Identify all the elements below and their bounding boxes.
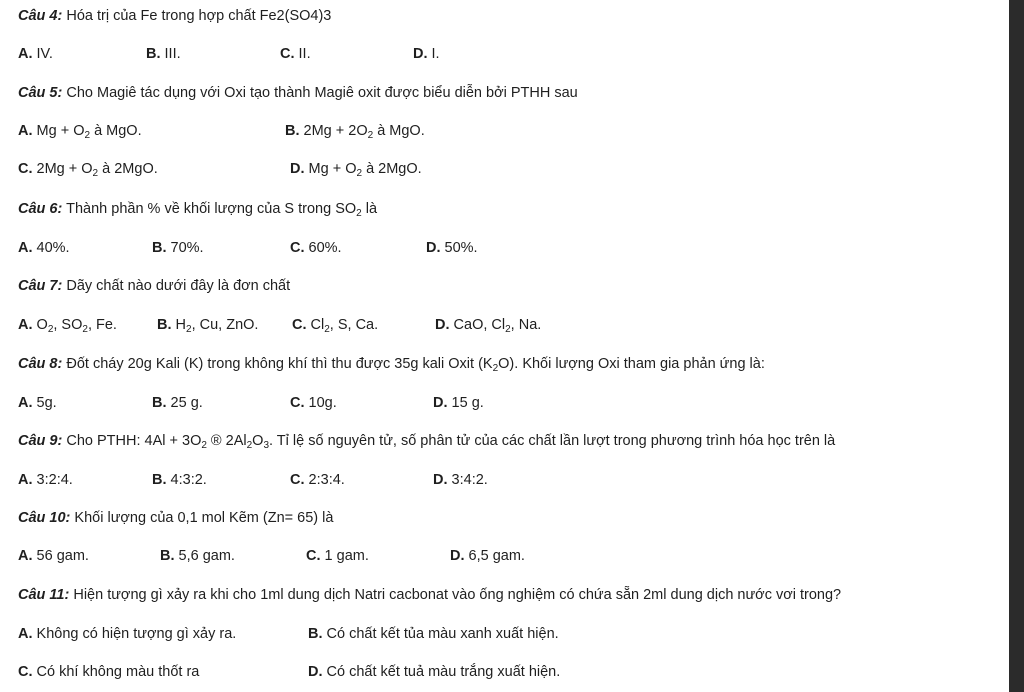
question-5 (18, 83, 578, 103)
option-c (306, 546, 369, 566)
formula-part: O (36, 317, 48, 333)
question-label: Câu 7: (18, 278, 63, 294)
subscript: 2 (186, 324, 192, 335)
option-text: II. (298, 46, 311, 62)
question-text: . Tỉ lệ số nguyên tử, số phân tử của các chất lần lượt trong phương trình hóa học trên là (269, 433, 836, 449)
option-b (157, 315, 258, 335)
question-7 (18, 276, 290, 296)
subscript: 2 (356, 208, 362, 219)
formula-part: 2Mg + 2O (303, 123, 368, 139)
option-letter: B. (146, 46, 161, 62)
option-text: Có khí không màu thốt ra (36, 664, 200, 680)
option-b (152, 393, 203, 413)
option-c (280, 44, 311, 64)
option-b (146, 44, 181, 64)
question-label: Câu 10: (18, 510, 71, 526)
option-letter: A. (18, 626, 33, 642)
option-text: 2:3:4. (308, 472, 345, 488)
option-d (435, 315, 541, 335)
option-text: Có chất kết tuả màu trắng xuất hiện. (326, 664, 561, 680)
option-b (285, 121, 425, 141)
formula-part: Mg + O (36, 123, 85, 139)
question-label: Câu 11: (18, 587, 70, 603)
question-text: Hiện tượng gì xảy ra khi cho 1ml dung dịch Natri cacbonat vào ống nghiệm có chứa sẵn 2ml dung dịch nước vơi trong? (73, 587, 842, 603)
formula-part: , S, Ca. (329, 317, 379, 333)
option-letter: A. (18, 548, 33, 564)
option-text: 3:4:2. (451, 472, 488, 488)
option-d (450, 546, 525, 566)
formula-part: à 2MgO. (98, 161, 158, 177)
option-letter: C. (18, 161, 33, 177)
question-label: Câu 8: (18, 356, 63, 372)
question-11 (18, 585, 841, 605)
option-letter: A. (18, 240, 33, 256)
option-text: Không có hiện tượng gì xảy ra. (36, 626, 237, 642)
question-text: ® 2Al (206, 433, 247, 449)
question-8 (18, 354, 765, 374)
option-c (290, 238, 342, 258)
formula-part: à MgO. (90, 123, 142, 139)
question-text: Khối lượng của 0,1 mol Kẽm (Zn= 65) là (74, 510, 334, 526)
subscript: 2 (82, 324, 88, 335)
option-letter: D. (290, 161, 305, 177)
option-letter: A. (18, 317, 33, 333)
formula-part: , SO (53, 317, 83, 333)
subscript: 2 (92, 168, 99, 179)
option-text: 50%. (444, 240, 478, 256)
option-a (18, 315, 117, 335)
formula-part: , Fe. (87, 317, 117, 333)
option-c (18, 662, 199, 682)
option-d (308, 662, 560, 682)
option-c (18, 159, 158, 179)
question-text: Đốt cháy 20g Kali (K) trong không khí thì thu được 35g kali Oxit (K (66, 356, 493, 372)
question-label: Câu 9: (18, 433, 63, 449)
option-a (18, 624, 236, 644)
option-text: 25 g. (170, 395, 203, 411)
option-c (292, 315, 378, 335)
subscript: 2 (356, 168, 363, 179)
option-letter: D. (433, 395, 448, 411)
formula-part: à 2MgO. (362, 161, 422, 177)
option-letter: B. (308, 626, 323, 642)
option-text: 10g. (308, 395, 337, 411)
question-text: Dãy chất nào dưới đây là đơn chất (66, 278, 291, 294)
formula-part: Mg + O (308, 161, 357, 177)
option-text: 60%. (308, 240, 342, 256)
option-a (18, 393, 57, 413)
option-letter: D. (435, 317, 450, 333)
formula-part: H (175, 317, 187, 333)
question-9 (18, 431, 835, 451)
option-text: 15 g. (451, 395, 484, 411)
scrollbar[interactable] (1009, 0, 1024, 692)
option-d (433, 393, 484, 413)
question-text: O (252, 433, 264, 449)
option-letter: C. (290, 472, 305, 488)
subscript: 3 (263, 440, 270, 451)
question-label: Câu 5: (18, 85, 63, 101)
subscript: 2 (367, 130, 374, 141)
option-letter: D. (426, 240, 441, 256)
option-a (18, 238, 70, 258)
question-text: Cho PTHH: 4Al + 3O (66, 433, 202, 449)
option-letter: D. (308, 664, 323, 680)
option-a (18, 121, 142, 141)
option-text: 4:3:2. (170, 472, 207, 488)
option-a (18, 44, 53, 64)
option-letter: C. (290, 240, 305, 256)
question-text: O). Khối lượng Oxi tham gia phản ứng là: (498, 356, 765, 372)
question-text: Thành phần % về khối lượng của S trong SO (66, 201, 357, 217)
question-10 (18, 508, 333, 528)
option-text: III. (164, 46, 181, 62)
subscript: 2 (324, 324, 330, 335)
option-text: 70%. (170, 240, 204, 256)
option-d (290, 159, 422, 179)
question-4 (18, 6, 331, 26)
subscript: 2 (84, 130, 91, 141)
option-letter: B. (285, 123, 300, 139)
formula-part: CaO, Cl (453, 317, 506, 333)
option-b (160, 546, 235, 566)
option-text: 5g. (36, 395, 57, 411)
question-6 (18, 199, 377, 219)
formula-part: Cl (310, 317, 325, 333)
option-d (413, 44, 440, 64)
question-label: Câu 4: (18, 8, 63, 24)
question-label: Câu 6: (18, 201, 63, 217)
option-a (18, 470, 73, 490)
option-letter: B. (152, 240, 167, 256)
option-letter: C. (292, 317, 307, 333)
formula-part: , Na. (510, 317, 542, 333)
formula-part: 2Mg + O (36, 161, 93, 177)
subscript: 2 (492, 363, 499, 374)
option-letter: D. (450, 548, 465, 564)
option-text: Có chất kết tủa màu xanh xuất hiện. (326, 626, 559, 642)
option-d (426, 238, 478, 258)
option-letter: C. (280, 46, 295, 62)
option-text: 1 gam. (324, 548, 369, 564)
option-text: I. (431, 46, 440, 62)
option-text: 56 gam. (36, 548, 89, 564)
question-text: là (361, 201, 378, 217)
option-c (290, 393, 337, 413)
option-b (152, 470, 207, 490)
option-letter: B. (152, 472, 167, 488)
option-letter: D. (433, 472, 448, 488)
subscript: 2 (201, 440, 207, 451)
option-b (152, 238, 204, 258)
option-letter: A. (18, 46, 33, 62)
option-letter: C. (290, 395, 305, 411)
subscript: 2 (246, 440, 253, 451)
question-text: Hóa trị của Fe trong hợp chất Fe2(SO4)3 (66, 8, 332, 24)
option-letter: B. (157, 317, 172, 333)
option-a (18, 546, 89, 566)
option-letter: C. (306, 548, 321, 564)
option-letter: D. (413, 46, 428, 62)
option-c (290, 470, 345, 490)
question-text: Cho Magiê tác dụng với Oxi tạo thành Magiê oxit được biểu diễn bởi PTHH sau (66, 85, 578, 101)
option-letter: A. (18, 472, 33, 488)
formula-part: à MgO. (373, 123, 425, 139)
option-letter: A. (18, 123, 33, 139)
option-text: 5,6 gam. (178, 548, 235, 564)
option-text: 3:2:4. (36, 472, 73, 488)
option-letter: B. (160, 548, 175, 564)
option-letter: C. (18, 664, 33, 680)
option-text: 40%. (36, 240, 70, 256)
option-text: IV. (36, 46, 53, 62)
subscript: 2 (505, 324, 511, 335)
option-b (308, 624, 559, 644)
option-d (433, 470, 488, 490)
formula-part: , Cu, ZnO. (191, 317, 259, 333)
option-text: 6,5 gam. (468, 548, 525, 564)
option-letter: A. (18, 395, 33, 411)
subscript: 2 (47, 324, 54, 335)
option-letter: B. (152, 395, 167, 411)
